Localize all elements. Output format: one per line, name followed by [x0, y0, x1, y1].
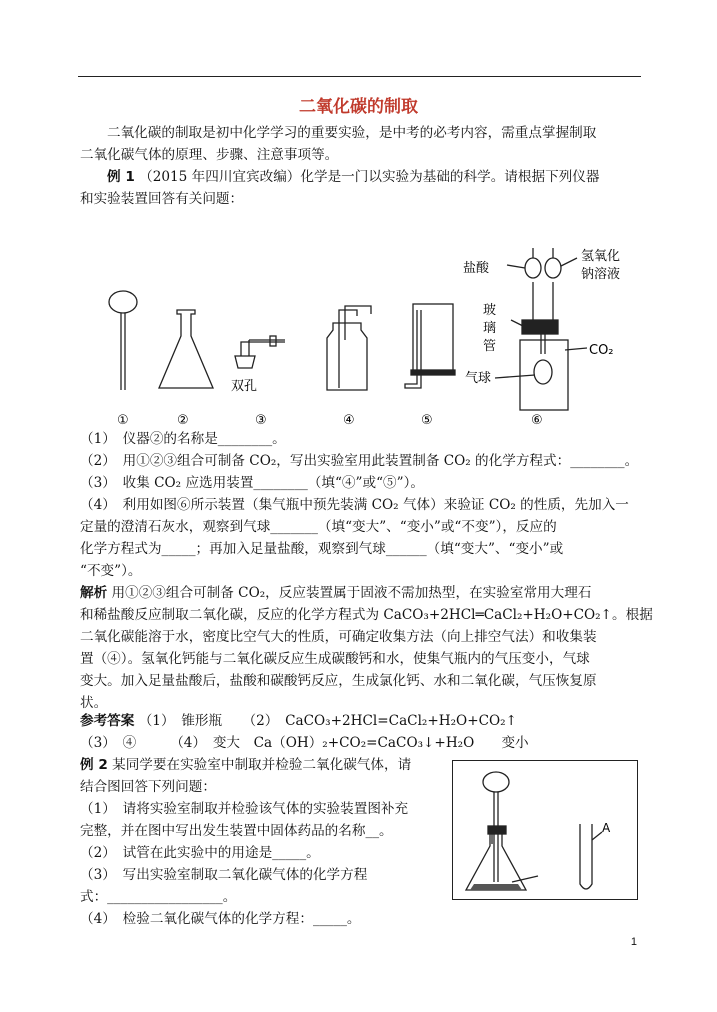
analysis-label: 解析	[80, 585, 108, 601]
label-co2: CO₂	[589, 343, 614, 358]
label-n4: ④	[343, 413, 355, 428]
analysis-text-1: 用①②③组合可制备 CO₂，反应装置属于固液不需加热型，在实验室常用大理石	[111, 585, 592, 601]
answer-text-1: （1） 锥形瓶 （2） CaCO₃+2HCl=CaCl₂+H₂O+CO₂↑	[138, 713, 517, 729]
label-boli-2: 璃	[483, 321, 497, 336]
label-naoh-1: 氢氧化	[581, 249, 621, 264]
example1-line-1	[80, 166, 673, 188]
example2-text-1: 某同学要在实验室中制取并检验二氧化碳气体，请	[112, 757, 412, 773]
example2-figure	[452, 760, 638, 900]
label-yansuan: 盐酸	[463, 261, 490, 276]
analysis-line-5: 变大。加入足量盐酸后，盐酸和碳酸钙反应，生成氯化钙、水和二氧化碳，气压恢复原	[80, 673, 597, 689]
ex2-q2: （2） 试管在此实验中的用途是_____。	[80, 845, 320, 861]
ex2-q3-line-1: （3） 写出实验室制取二氧化碳气体的化学方程	[80, 867, 368, 883]
label-qiqiu: 气球	[465, 371, 492, 386]
label-naoh-2: 钠溶液	[581, 267, 621, 282]
ex2-q4: （4） 检验二氧化碳气体的化学方程：_____。	[80, 911, 361, 927]
label-n3: ③	[255, 413, 267, 428]
example1-label: 例 1	[107, 169, 135, 185]
answer-line-1	[80, 710, 646, 732]
label-n6: ⑥	[531, 413, 543, 428]
page-number: 1	[630, 936, 637, 948]
ex1-q3: （3） 收集 CO₂ 应选用装置________（填“④”或“⑤”）。	[80, 475, 424, 491]
answer-line-2: （3） ④ （4） 变大 Ca（OH）₂+CO₂=CaCO₃↓+H₂O 变小	[80, 735, 529, 751]
analysis-line-2: 和稀盐酸反应制取二氧化碳，反应的化学方程式为 CaCO₃+2HCl═CaCl₂+H₂O+CO₂↑。根据	[80, 607, 653, 623]
intro-line-2: 二氧化碳气体的原理、步骤、注意事项等。	[80, 147, 339, 163]
ex1-q4-line-3: 化学方程式为_____；再加入足量盐酸，观察到气球______（填“变大”、“变小”或	[80, 541, 564, 557]
analysis-line-4: 置（④）。氢氧化钙能与二氧化碳反应生成碳酸钙和水，使集气瓶内的气压变小，气球	[80, 651, 590, 667]
ex1-q4-line-1: （4） 利用如图⑥所示装置（集气瓶中预先装满 CO₂ 气体）来验证 CO₂ 的性质，先加入一	[80, 497, 629, 513]
apparatus-figure	[95, 230, 635, 430]
analysis-line-6: 状。	[80, 695, 108, 711]
label-n2: ②	[177, 413, 189, 428]
analysis-line-3: 二氧化碳能溶于水，密度比空气大的性质，可确定收集方法（向上排空气法）和收集装	[80, 629, 597, 645]
label-boli-1: 玻	[483, 303, 497, 318]
ex1-q2: （2） 用①②③组合可制备 CO₂，写出实验室用此装置制备 CO₂ 的化学方程式：________。	[80, 453, 639, 469]
header-rule	[78, 76, 641, 77]
ex2-q1-line-1: （1） 请将实验室制取并检验该气体的实验装置图补充	[80, 801, 409, 817]
page-title: 二氧化碳的制取	[299, 97, 418, 117]
ex2-q1-line-2: 完整，并在图中写出发生装置中固体药品的名称__。	[80, 823, 393, 839]
intro-line-1: 二氧化碳的制取是初中化学学习的重要实验，是中考的必考内容，需重点掌握制取	[107, 125, 597, 141]
label-n5: ⑤	[421, 413, 433, 428]
answer-label: 参考答案	[80, 713, 135, 729]
ex1-q4-line-4: “不变”）。	[80, 563, 142, 579]
example1-text-1: （2015 年四川宜宾改编）化学是一门以实验为基础的科学。请根据下列仪器	[139, 169, 600, 185]
label-shuangkong: 双孔	[231, 379, 258, 394]
label-boli-3: 管	[483, 339, 497, 354]
figure-label-a: A	[602, 821, 611, 835]
label-n1: ①	[117, 413, 129, 428]
example2-label: 例 2	[80, 757, 108, 773]
example2-line-2: 结合图回答下列问题：	[80, 779, 216, 795]
example1-line-2: 和实验装置回答有关问题：	[80, 191, 244, 207]
analysis-line-1	[80, 582, 646, 604]
ex1-q4-line-2: 定量的澄清石灰水，观察到气球_______（填“变大”、“变小”或“不变”），反应的	[80, 519, 557, 535]
ex2-q3-line-2: 式：_________________。	[80, 889, 237, 905]
ex1-q1: （1） 仪器②的名称是________。	[80, 431, 286, 447]
